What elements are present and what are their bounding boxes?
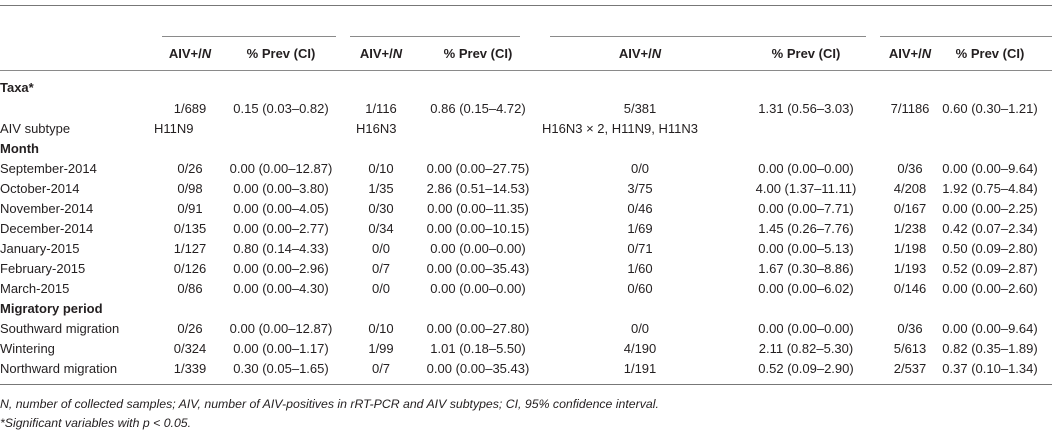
table-cell: 0/46 [627,201,653,216]
row-label: December-2014 [0,221,94,236]
table-cell: 0/0 [630,161,650,176]
n-label: N [921,46,932,61]
table-cell: 0.00 (0.00–4.05) [233,201,329,216]
table-cell: 0.15 (0.03–0.82) [233,101,329,116]
column-header-3 [360,46,402,61]
table-cell: 4/190 [623,341,657,356]
table-cell: 0.00 (0.00–6.02) [758,281,854,296]
table-cell: 4.00 (1.37–11.11) [755,181,857,196]
footnote-2: *Significant variables with p < 0.05. [0,416,192,430]
table-cell: H16N3 [356,121,397,136]
column-header-7 [889,46,931,61]
header-rule [0,70,1052,71]
top-rule [0,5,1052,6]
row-label: Wintering [0,341,55,356]
table-cell: 0/60 [627,281,653,296]
column-header-2: % Prev (CI) [246,46,316,61]
table-cell: 1.31 (0.56–3.03) [758,101,854,116]
group-underline-4 [880,36,1052,37]
table-cell: 1/127 [173,241,207,256]
table-cell: 0/26 [177,161,203,176]
table-cell: 0.00 (0.00–3.80) [233,181,329,196]
column-header-8: % Prev (CI) [955,46,1025,61]
table-cell: 0/71 [627,241,653,256]
table-cell: 0.00 (0.00–0.00) [430,281,526,296]
column-header-6: % Prev (CI) [771,46,841,61]
row-label: AIV subtype [0,121,71,136]
table-cell: 0.00 (0.00–27.80) [426,321,530,336]
column-header-5 [619,46,661,61]
section-title: Month [0,141,39,156]
table-cell: 1/689 [173,101,207,116]
row-label: February-2015 [0,261,86,276]
table-cell: 0.30 (0.05–1.65) [233,361,329,376]
row-label: November-2014 [0,201,94,216]
table-cell: 0/7 [371,361,391,376]
aiv-label: AIV+/ [618,46,652,61]
table-cell: 0.00 (0.00–2.25) [942,201,1038,216]
row-label: October-2014 [0,181,80,196]
table-cell: 1/99 [368,341,394,356]
table-cell: 0.00 (0.00–0.00) [758,161,854,176]
table-cell: 0.00 (0.00–4.30) [233,281,329,296]
table-cell: 4/208 [893,181,927,196]
column-header-1 [169,46,211,61]
n-label: N [392,46,403,61]
table-cell: 0.52 (0.09–2.87) [942,261,1038,276]
table-cell: 5/613 [893,341,927,356]
table-cell: H16N3 × 2, H11N9, H11N3 [542,121,698,136]
table-cell: 1/339 [173,361,207,376]
table-cell: 1/69 [627,221,653,236]
table-cell: 0.00 (0.00–12.87) [229,161,333,176]
table-cell: 0.00 (0.00–9.64) [942,321,1038,336]
table-cell: 1/193 [893,261,927,276]
table-cell: 0.00 (0.00–27.75) [426,161,530,176]
row-label: Northward migration [0,361,118,376]
table-cell: 1/191 [623,361,657,376]
table-cell: 0.00 (0.00–12.87) [229,321,333,336]
group-underline-2 [350,36,520,37]
table-cell: 0.86 (0.15–4.72) [430,101,526,116]
table-cell: 0/146 [893,281,927,296]
n-label: N [201,46,212,61]
bottom-rule [0,384,1052,385]
table-cell: 0/36 [897,161,923,176]
table-cell: 0.00 (0.00–9.64) [942,161,1038,176]
table-cell: 1/60 [627,261,653,276]
n-label: N [651,46,662,61]
row-label: September-2014 [0,161,97,176]
table-cell: 0/135 [173,221,207,236]
table-cell: 0.00 (0.00–0.00) [430,241,526,256]
table-cell: 0.42 (0.07–2.34) [942,221,1038,236]
table-cell: 0/10 [368,161,394,176]
table-cell: 1/238 [893,221,927,236]
group-underline-3 [550,36,866,37]
table-cell: H11N9 [154,121,194,136]
table-cell: 7/1186 [890,101,930,116]
table-cell: 2.86 (0.51–14.53) [426,181,530,196]
column-header-4: % Prev (CI) [443,46,513,61]
table-cell: 1.67 (0.30–8.86) [758,261,854,276]
row-label: Southward migration [0,321,120,336]
table-cell: 0.00 (0.00–2.60) [942,281,1038,296]
table-cell: 0.00 (0.00–35.43) [426,361,530,376]
table-cell: 1.45 (0.26–7.76) [758,221,854,236]
table-cell: 0.00 (0.00–1.17) [233,341,329,356]
table-cell: 0.00 (0.00–0.00) [758,321,854,336]
table-cell: 0.00 (0.00–5.13) [758,241,854,256]
table-cell: 0.00 (0.00–35.43) [426,261,530,276]
table-cell: 0.00 (0.00–2.77) [233,221,329,236]
table-cell: 0.00 (0.00–2.96) [233,261,329,276]
table-cell: 0.82 (0.35–1.89) [942,341,1038,356]
table-cell: 0.00 (0.00–11.35) [427,201,529,216]
table-cell: 0/98 [177,181,203,196]
table-cell: 0/0 [371,241,391,256]
table-cell: 0/7 [371,261,391,276]
row-label: January-2015 [0,241,80,256]
table-cell: 0/324 [173,341,207,356]
table-cell: 1/198 [893,241,927,256]
table-cell: 2.11 (0.82–5.30) [758,341,854,356]
table-cell: 0.80 (0.14–4.33) [233,241,329,256]
table-cell: 1.01 (0.18–5.50) [430,341,526,356]
table-cell: 0.37 (0.10–1.34) [942,361,1038,376]
aiv-label: AIV+/ [888,46,922,61]
table-cell: 0/91 [177,201,203,216]
section-title: Taxa* [0,80,34,95]
table-cell: 0/30 [368,201,394,216]
table-cell: 0/0 [630,321,650,336]
table-cell: 0.60 (0.30–1.21) [942,101,1038,116]
table-cell: 1/116 [365,101,397,116]
table-cell: 0.50 (0.09–2.80) [942,241,1038,256]
group-underline-1 [162,36,336,37]
table-cell: 0/0 [371,281,391,296]
section-title: Migratory period [0,301,103,316]
row-label: March-2015 [0,281,70,296]
table-cell: 0/36 [897,321,923,336]
table-cell: 0/86 [177,281,203,296]
table-cell: 0.52 (0.09–2.90) [758,361,854,376]
footnote-1: N, number of collected samples; AIV, number of AIV-positives in rRT-PCR and AIV subtypes; CI, 95% confidence interval. [0,397,659,411]
table-cell: 0/34 [368,221,394,236]
table-cell: 0/167 [893,201,927,216]
table-cell: 0/10 [368,321,394,336]
table-cell: 0.00 (0.00–7.71) [758,201,854,216]
table-cell: 0/26 [177,321,203,336]
table-cell: 5/381 [623,101,657,116]
aiv-label: AIV+/ [359,46,393,61]
table-cell: 1/35 [368,181,394,196]
aiv-label: AIV+/ [168,46,202,61]
table-cell: 0.00 (0.00–10.15) [426,221,530,236]
table-cell: 2/537 [893,361,927,376]
table-cell: 1.92 (0.75–4.84) [942,181,1038,196]
table-cell: 3/75 [627,181,653,196]
table-cell: 0/126 [173,261,207,276]
